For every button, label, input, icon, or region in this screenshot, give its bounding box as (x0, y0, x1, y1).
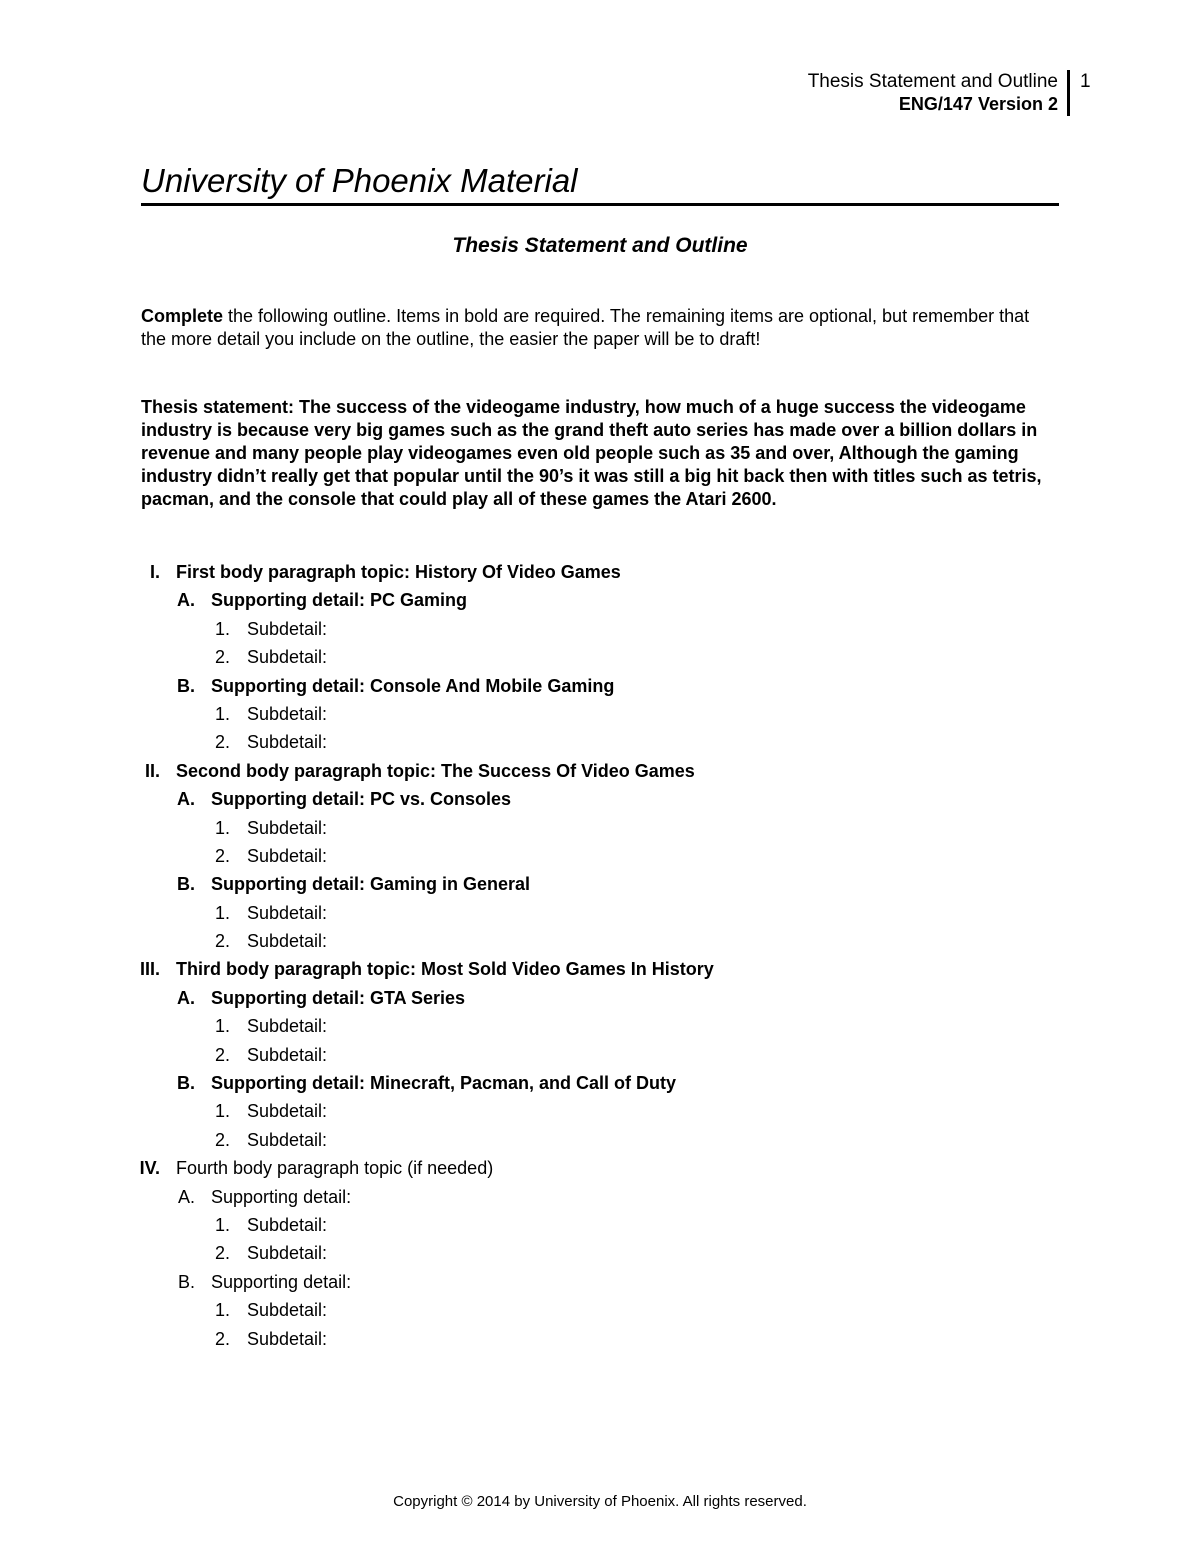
subdetail-text: Subdetail: (247, 1214, 328, 1235)
detail-letter: A. (177, 789, 195, 810)
thesis-statement (141, 396, 1061, 511)
thesis-label: Thesis statement: (141, 397, 295, 417)
header-title: Thesis Statement and Outline (807, 71, 1058, 92)
topic-number: III. (139, 959, 160, 980)
subdetail-number: 2. (214, 1129, 230, 1150)
subdetail-number: 2. (214, 845, 230, 866)
topic-number: IV. (139, 1158, 160, 1179)
outline-topic-2 (0, 757, 1200, 785)
title-underline (141, 203, 1059, 206)
subdetail-number: 2. (214, 931, 230, 952)
topic-number: I. (149, 562, 160, 582)
outline-detail (0, 1268, 1200, 1296)
detail-text: Supporting detail: Console And Mobile Gaming (211, 675, 615, 696)
outline-subdetail (0, 643, 1200, 671)
outline-subdetail (0, 1296, 1200, 1324)
topic-number: II. (144, 760, 160, 781)
outline-subdetail (0, 1211, 1200, 1239)
outline-subdetail (0, 814, 1200, 842)
outline-detail (0, 1183, 1200, 1211)
outline-detail (0, 870, 1200, 898)
subdetail-number: 2. (214, 1044, 230, 1065)
detail-letter: B. (177, 1271, 195, 1292)
subdetail-text: Subdetail: (247, 618, 328, 639)
subdetail-text: Subdetail: (247, 732, 328, 753)
outline-subdetail (0, 1239, 1200, 1267)
outline-detail (0, 672, 1200, 700)
subdetail-text: Subdetail: (247, 1328, 328, 1349)
detail-letter: B. (177, 675, 195, 696)
detail-text: Supporting detail: Minecraft, Pacman, and Call of Duty (211, 1073, 677, 1094)
subdetail-number: 1. (214, 618, 230, 639)
detail-letter: B. (177, 1073, 195, 1094)
subdetail-text: Subdetail: (247, 1044, 328, 1065)
instructions (141, 305, 1041, 351)
header-divider (1067, 70, 1070, 116)
instructions-text: the following outline. Items in bold are required. The remaining items are optional, but remember that the more detail you include on the outline, the easier the paper will be to draft! (141, 306, 1030, 349)
subdetail-text: Subdetail: (247, 845, 328, 866)
thesis-text: The success of the videogame industry, how much of a huge success the videogame industry is because very big games such as the grand theft auto series has made over a billion dollars in revenue and many people play videogames even old people such as 35 and over, Although the gaming industry didn’t really get that popular until the 90’s it was still a big hit back then with titles such as tetris, pacman, and the console that could play all of these games the Atari 2600. (141, 397, 1042, 509)
subdetail-number: 2. (214, 732, 230, 753)
subdetail-text: Subdetail: (247, 817, 328, 838)
topic-text: Second body paragraph topic: The Success Of Video Games (176, 760, 695, 781)
subdetail-number: 1. (214, 1101, 230, 1122)
instructions-lead: Complete (141, 306, 224, 326)
outline-subdetail (0, 1126, 1200, 1154)
topic-text: Third body paragraph topic: Most Sold Video Games In History (176, 959, 714, 980)
outline-detail (0, 1069, 1200, 1097)
outline (0, 558, 1200, 1353)
outline-subdetail (0, 1097, 1200, 1125)
outline-topic-3 (0, 955, 1200, 983)
detail-letter: A. (177, 590, 195, 611)
page-number: 1 (1080, 71, 1091, 92)
subdetail-text: Subdetail: (247, 703, 328, 724)
subdetail-number: 2. (214, 1243, 230, 1264)
university-title: University of Phoenix Material (141, 162, 578, 199)
subdetail-text: Subdetail: (247, 1129, 328, 1150)
subdetail-text: Subdetail: (247, 647, 328, 668)
header-version: ENG/147 Version 2 (898, 94, 1058, 114)
outline-detail (0, 586, 1200, 614)
detail-text: Supporting detail: PC Gaming (211, 590, 467, 611)
detail-text: Supporting detail: GTA Series (211, 987, 466, 1008)
outline-detail (0, 785, 1200, 813)
detail-text: Supporting detail: (211, 1186, 352, 1207)
subdetail-number: 1. (214, 817, 230, 838)
subdetail-text: Subdetail: (247, 1300, 328, 1321)
outline-detail (0, 984, 1200, 1012)
subdetail-number: 2. (214, 1328, 230, 1349)
outline-subdetail (0, 927, 1200, 955)
outline-topic-4 (0, 1154, 1200, 1182)
outline-subdetail (0, 899, 1200, 927)
subdetail-text: Subdetail: (247, 1243, 328, 1264)
outline-subdetail (0, 615, 1200, 643)
detail-letter: A. (177, 1186, 195, 1207)
subdetail-number: 1. (214, 1214, 230, 1235)
outline-topic-1 (0, 558, 1200, 586)
detail-text: Supporting detail: Gaming in General (211, 874, 531, 895)
subdetail-text: Subdetail: (247, 1101, 328, 1122)
detail-letter: A. (177, 987, 195, 1008)
outline-subdetail (0, 1012, 1200, 1040)
subdetail-number: 1. (214, 703, 230, 724)
topic-text: Fourth body paragraph topic (if needed) (176, 1158, 494, 1179)
topic-text: First body paragraph topic: History Of Video Games (176, 562, 621, 582)
subdetail-number: 1. (214, 1016, 230, 1037)
outline-subdetail (0, 1325, 1200, 1353)
outline-subdetail (0, 728, 1200, 756)
subdetail-text: Subdetail: (247, 931, 328, 952)
subdetail-number: 2. (214, 647, 230, 668)
outline-subdetail (0, 1041, 1200, 1069)
detail-text: Supporting detail: (211, 1271, 352, 1292)
document-title: Thesis Statement and Outline (452, 234, 748, 257)
subdetail-number: 1. (214, 1300, 230, 1321)
subdetail-number: 1. (214, 902, 230, 923)
detail-text: Supporting detail: PC vs. Consoles (211, 789, 512, 810)
page-header (808, 70, 1058, 116)
outline-subdetail (0, 700, 1200, 728)
outline-subdetail (0, 842, 1200, 870)
detail-letter: B. (177, 874, 195, 895)
subdetail-text: Subdetail: (247, 902, 328, 923)
subdetail-text: Subdetail: (247, 1016, 328, 1037)
copyright-footer: Copyright © 2014 by University of Phoenix. All rights reserved. (393, 1493, 807, 1510)
